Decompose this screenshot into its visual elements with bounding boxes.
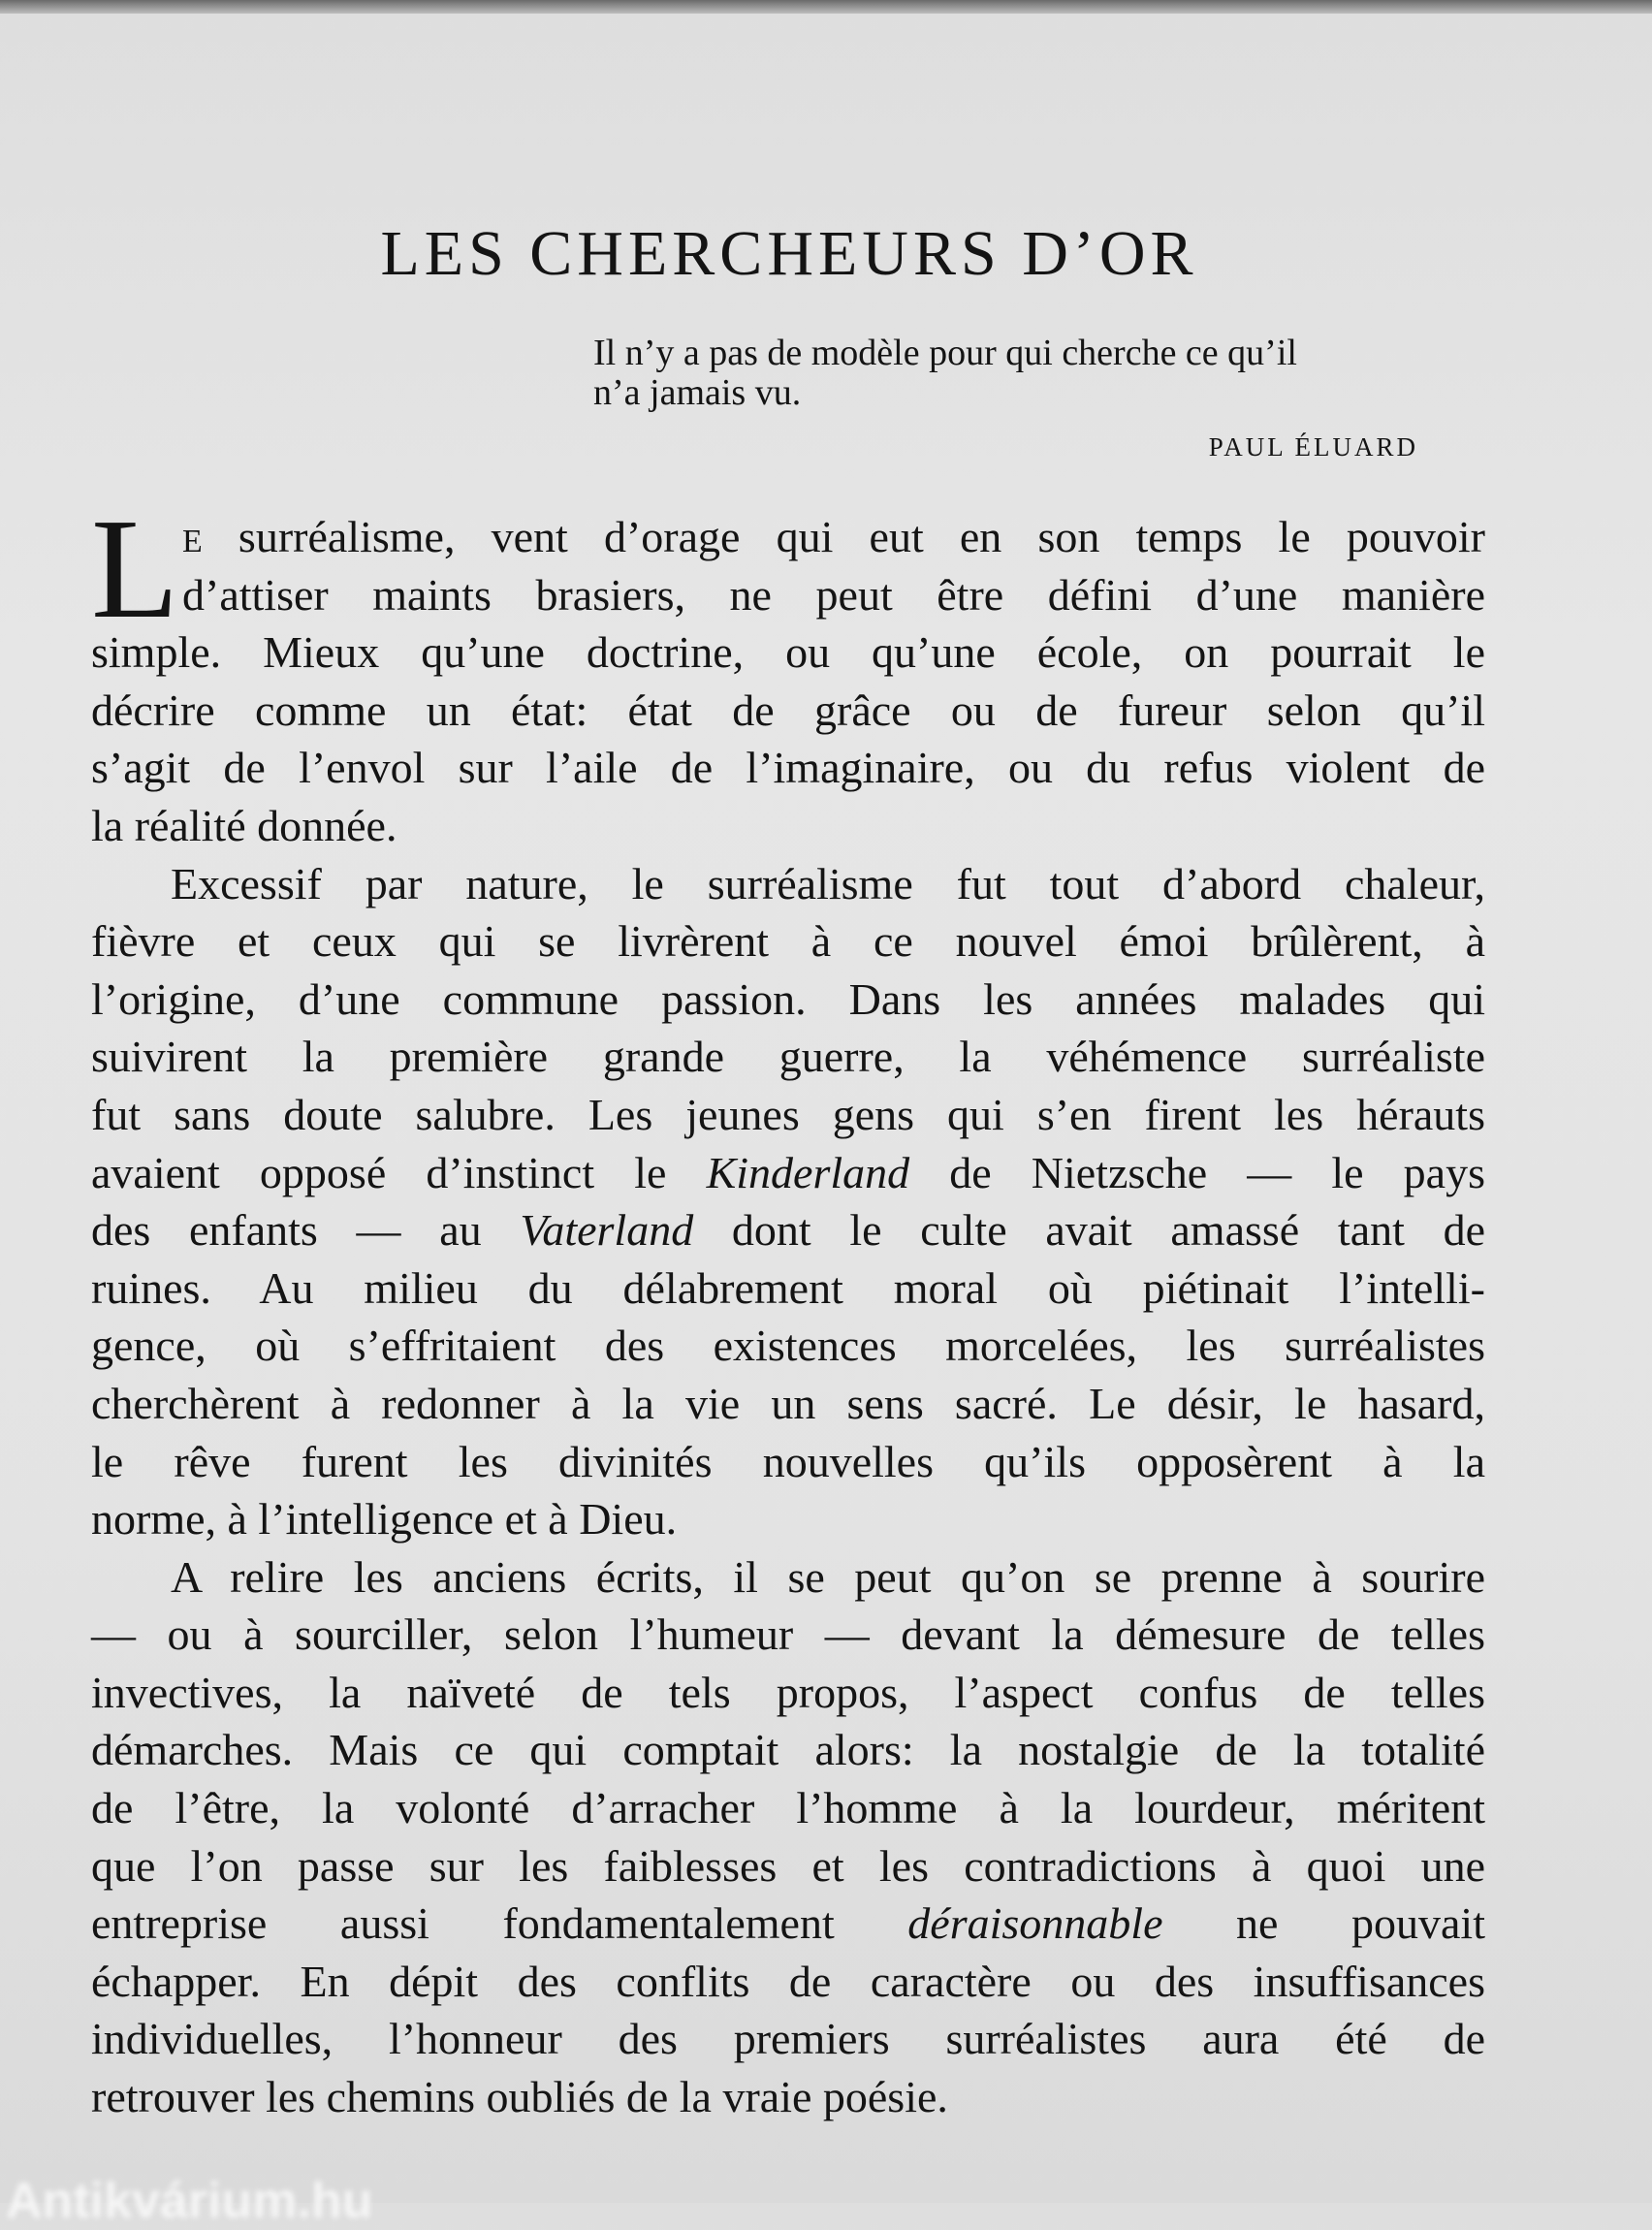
text-segment: avaient opposé d’instinct le bbox=[91, 1147, 707, 1197]
text-segment: des enfants — au bbox=[91, 1205, 521, 1256]
text-segment: décrire comme un état: état de grâce ou de fureur selon qu’il bbox=[91, 685, 1485, 735]
text-segment: Excessif par nature, le surréalisme fut tout d’abord chaleur, bbox=[171, 858, 1485, 908]
text-line bbox=[91, 1548, 1485, 1607]
text-line bbox=[91, 1606, 1485, 1664]
text-line bbox=[91, 1028, 1485, 1086]
text-segment: suivirent la première grande guerre, la véhémence surréaliste bbox=[91, 1032, 1485, 1082]
text-segment: simple. Mieux qu’une doctrine, ou qu’une école, on pourrait le bbox=[91, 627, 1485, 678]
text-line bbox=[91, 912, 1485, 971]
text-segment: démarches. Mais ce qui comptait alors: la nostalgie de la totalité bbox=[91, 1725, 1485, 1775]
watermark: Antikvárium.hu bbox=[6, 2173, 373, 2229]
text-line bbox=[91, 682, 1485, 740]
text-segment: — ou à sourciller, selon l’humeur — devant la démesure de telles bbox=[91, 1609, 1485, 1660]
text-segment: surréalisme, vent d’orage qui eut en son temps le pouvoir bbox=[202, 512, 1485, 561]
text-segment: de l’être, la volonté d’arracher l’homme à la lourdeur, méritent bbox=[91, 1783, 1485, 1833]
text-segment: la réalité donnée. bbox=[91, 800, 397, 850]
text-line bbox=[91, 1837, 1485, 1896]
text-segment: cherchèrent à redonner à la vie un sens sacré. Le désir, le hasard, bbox=[91, 1378, 1485, 1428]
text-segment: fièvre et ceux qui se livrèrent à ce nouvel émoi brûlèrent, à bbox=[91, 916, 1485, 967]
text-line bbox=[91, 1317, 1485, 1375]
epigraph bbox=[593, 334, 1485, 413]
text-segment: ruines. Au milieu du délabrement moral où piétinait l’intelli- bbox=[91, 1262, 1485, 1313]
body-text bbox=[91, 490, 1485, 2126]
text-segment: A relire les anciens écrits, il se peut qu’on se prenne à sourire bbox=[171, 1551, 1485, 1602]
text-line bbox=[91, 1721, 1485, 1779]
text-segment: invectives, la naïveté de tels propos, l’aspect confus de telles bbox=[91, 1667, 1485, 1717]
epigraph-line: n’a jamais vu. bbox=[593, 372, 802, 413]
text-line bbox=[91, 855, 1485, 913]
text-line bbox=[91, 1375, 1485, 1433]
text-line bbox=[91, 971, 1485, 1029]
text-segment: l’origine, d’une commune passion. Dans les années malades qui bbox=[91, 973, 1485, 1024]
background-edge bbox=[0, 0, 1652, 14]
text-segment: gence, où s’effritaient des existences morcelées, les surréalistes bbox=[91, 1321, 1485, 1371]
epigraph-line: Il n’y a pas de modèle pour qui cherche ce qu’il bbox=[593, 333, 1297, 373]
text-line bbox=[91, 2010, 1485, 2068]
italic-text: Vaterland bbox=[520, 1205, 694, 1256]
text-segment: le rêve furent les divinités nouvelles qu’ils opposèrent à la bbox=[91, 1436, 1485, 1486]
text-segment: fut sans doute salubre. Les jeunes gens qui s’en firent les hérauts bbox=[91, 1089, 1485, 1139]
text-segment: s’agit de l’envol sur l’aile de l’imaginaire, ou du refus violent de bbox=[91, 743, 1485, 793]
text-line bbox=[91, 1664, 1485, 1722]
text-line bbox=[91, 508, 1485, 566]
text-segment: individuelles, l’honneur des premiers surréalistes aura été de bbox=[91, 2014, 1485, 2064]
text-segment: échapper. En dépit des conflits de caractère ou des insuffisances bbox=[91, 1956, 1485, 2006]
text-line bbox=[91, 566, 1485, 624]
text-line bbox=[91, 739, 1485, 797]
chapter-title: LES CHERCHEURS D’OR bbox=[380, 218, 1198, 289]
text-segment: retrouver les chemins oubliés de la vraie poésie. bbox=[91, 2072, 948, 2122]
drop-cap: L bbox=[91, 490, 179, 649]
text-line bbox=[91, 1201, 1485, 1259]
text-line bbox=[91, 1895, 1485, 1953]
italic-text: Kinderland bbox=[706, 1147, 910, 1197]
text-line bbox=[91, 797, 1485, 855]
text-line bbox=[91, 1259, 1485, 1318]
text-line bbox=[91, 2068, 1485, 2126]
text-segment: dont le culte avait amassé tant de bbox=[693, 1205, 1485, 1256]
text-segment: norme, à l’intelligence et à Dieu. bbox=[91, 1494, 678, 1545]
text-line bbox=[91, 1086, 1485, 1144]
text-line bbox=[91, 1953, 1485, 2011]
epigraph-author: PAUL ÉLUARD bbox=[1208, 432, 1418, 462]
text-line bbox=[91, 1433, 1485, 1491]
small-cap: E bbox=[182, 524, 203, 559]
text-segment: entreprise aussi fondamentalement bbox=[91, 1898, 908, 1949]
italic-text: déraisonnable bbox=[907, 1898, 1163, 1949]
text-segment: d’attiser maints brasiers, ne peut être défini d’une manière bbox=[182, 569, 1485, 620]
text-line bbox=[91, 1779, 1485, 1837]
text-line bbox=[91, 1490, 1485, 1548]
text-segment: de Nietzsche — le pays bbox=[909, 1147, 1485, 1197]
text-line bbox=[91, 623, 1485, 682]
text-segment: que l’on passe sur les faiblesses et les contradictions à quoi une bbox=[91, 1840, 1485, 1891]
text-segment: ne pouvait bbox=[1162, 1898, 1485, 1949]
text-line bbox=[91, 1144, 1485, 1202]
